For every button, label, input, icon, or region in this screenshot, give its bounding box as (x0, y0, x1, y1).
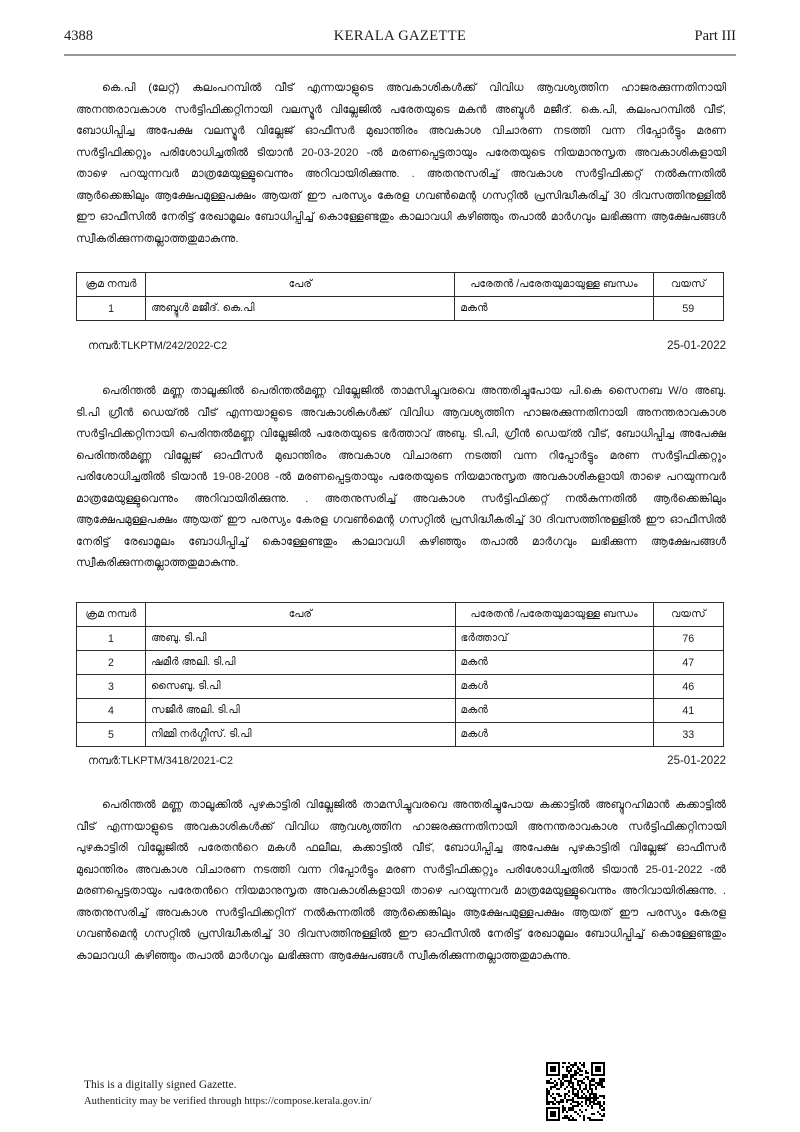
notice-2-reference (88, 755, 726, 768)
cell-age: 33 (653, 723, 723, 747)
page-footer (84, 1078, 372, 1109)
notice-2-body (76, 381, 726, 575)
cell-sl: 1 (77, 627, 146, 651)
part-label: Part III (694, 27, 736, 44)
cell-relation: മകൻ (455, 699, 653, 723)
page-header (64, 24, 736, 48)
notice-3-text: പെരിന്തൽ മണ്ണ താലൂക്കിൽ പുഴകാട്ടിരി വില്ലേജിൽ താമസിച്ചുവരവെ അന്തരിച്ചുപോയ കക്കാട്ടിൽ അബ്ദുറഹിമാൻ കക്കാട്ടിൽ വീട് എന്നയാളുടെ അവകാശികൾക്ക് വിവിധ ആവശ്യത്തിന ഹാജരക്കുന്നതിനായി അനന്തരാവകാശ സർട്ടിഫിക്കറ്റിനായി പുഴകാട്ടിരി വില്ലേജിൽ പരേതൻറെ മകൾ ഫലീല, കക്കാട്ടിൽ വീട്, ബോധിപ്പിച്ച അപേക്ഷ പുഴകാട്ടിരി വില്ലേജ് ഓഫീസർ മുഖാന്തിരം അവകാശ വിചാരണ നടത്തി വന്ന റിപ്പോർട്ടും മരണ സർട്ടിഫിക്കറ്റും പരിശോധിച്ചതിൽ ടിയാൻ 25-01-2022 -ൽ മരണപ്പെട്ടതായും പരേതൻറെ നിയമാനുസൃത അവകാശികളായി താഴെ പറയുന്നവർ മാത്രമേയുള്ളുവെന്നും അറിവായിരിക്കുന്നു. . അതനുസരിച്ച് അവകാശ സർട്ടിഫിക്കറ്റിന് നൽകുന്നതിൽ ആർക്കെങ്കിലും ആക്ഷേപമുള്ളപക്ഷം ആയത് ഈ പരസ്യം കേരള ഗവൺമെന്റ ഗസറ്റിൽ പ്രസിദ്ധീകരിച്ച് 30 ദിവസത്തിനുള്ളിൽ ഈ ഓഫീസിൽ നേരിട്ട് രേഖാമൂലം ബോധിപ്പിച്ച് കൊള്ളേണ്ടതും കാലാവധി കഴിഞ്ഞും തപാൽ മാർഗവും ലഭിക്കുന്ന ആക്ഷേപങ്ങൾ സ്വീകരിക്കുന്നതല്ലാത്തതുമാകുന്നു. (76, 799, 726, 962)
gazette-title: KERALA GAZETTE (333, 27, 467, 44)
cell-sl: 1 (77, 297, 146, 321)
notice-1-table (76, 272, 724, 321)
col-header-name: പേര് (146, 603, 456, 627)
footer-line-2: Authenticity may be verified through https://compose.kerala.gov.in/ (84, 1095, 372, 1107)
table-row (77, 627, 724, 651)
cell-name: സൈബു. ടി.പി (146, 675, 456, 699)
cell-age: 41 (653, 699, 723, 723)
col-header-relation: പരേതൻ /പരേതയുമായുള്ള ബന്ധം (455, 273, 653, 297)
cell-name: അബ്ദുൾ മജീദ്. കെ.പി (146, 297, 455, 321)
qr-code-icon (546, 1062, 605, 1121)
col-header-age: വയസ് (653, 603, 723, 627)
notice-1-body (76, 78, 726, 250)
col-header-sl: ക്രമ നമ്പർ (77, 273, 146, 297)
cell-relation: മകൻ (455, 651, 653, 675)
col-header-name: പേര് (146, 273, 455, 297)
table-row (77, 651, 724, 675)
cell-sl: 5 (77, 723, 146, 747)
cell-name: നിമ്മി നർഗ്ഗീസ്. ടി.പി (146, 723, 456, 747)
table-row (77, 675, 724, 699)
reference-date: 25-01-2022 (667, 340, 726, 352)
notice-3-body (76, 795, 726, 967)
cell-name: ഷമീർ അലി. ടി.പി (146, 651, 456, 675)
table-header-row (77, 603, 724, 627)
col-header-sl: ക്രമ നമ്പർ (77, 603, 146, 627)
notice-1-text: കെ.പി (ലേറ്റ്) കലംപറമ്പിൽ വീട് എന്നയാളുടെ അവകാശികൾക്ക് വിവിധ ആവശ്യത്തിന ഹാജരക്കുന്നതിനായി അനന്തരാവകാശ സർട്ടിഫിക്കറ്റിനായി വലസ്മൂർ വില്ലേജിൽ പരേതയുടെ മകൻ അബ്ദുൾ മജീദ്. കെ.പി, കലംപറമ്പിൽ വീട്, ബോധിപ്പിച്ച അപേക്ഷ വലസ്മൂർ വില്ലേജ് ഓഫീസർ മുഖാന്തിരം അവകാശ വിചാരണ നടത്തി വന്ന റിപ്പോർട്ടും മരണ സർട്ടിഫിക്കറ്റും പരിശോധിച്ചതിൽ ടിയാൻ 20-03-2020 -ൽ മരണപ്പെട്ടതായും പരേതയുടെ നിയമാനുസൃത അവകാശികളായി താഴെ പറയുന്നവർ മാത്രമേയുള്ളുവെന്നും അറിവായിരിക്കുന്നു. . അതനുസരിച്ച് അവകാശ സർട്ടിഫിക്കറ്റ് നൽകുന്നതിൽ ആർക്കെങ്കിലും ആക്ഷേപമുള്ളപക്ഷം ആയത് ഈ പരസ്യം കേരള ഗവൺമെന്റ ഗസറ്റിൽ പ്രസിദ്ധീകരിച്ച് 30 ദിവസത്തിനുള്ളിൽ ഈ ഓഫീസിൽ നേരിട്ട് രേഖാമൂലം ബോധിപ്പിച്ച് കൊള്ളേണ്ടതും കാലാവധി കഴിഞ്ഞും തപാൽ മാർഗവും ലഭിക്കുന്ന ആക്ഷേപങ്ങൾ സ്വീകരിക്കുന്നതല്ലാത്തതുമാകുന്നു. (76, 82, 726, 245)
reference-number: നമ്പർ:TLKPTM/3418/2021-C2 (88, 755, 233, 767)
table-header-row (77, 273, 724, 297)
col-header-age: വയസ് (653, 273, 723, 297)
cell-sl: 3 (77, 675, 146, 699)
cell-sl: 2 (77, 651, 146, 675)
reference-number: നമ്പർ:TLKPTM/242/2022-C2 (88, 340, 227, 352)
col-header-relation: പരേതൻ /പരേതയുമായുള്ള ബന്ധം (455, 603, 653, 627)
cell-relation: മകൾ (455, 675, 653, 699)
notice-2-table (76, 602, 724, 747)
cell-relation: മകൻ (455, 297, 653, 321)
cell-name: അബു. ടി.പി (146, 627, 456, 651)
table-row (77, 699, 724, 723)
cell-relation: ഭർത്താവ് (455, 627, 653, 651)
table-row (77, 723, 724, 747)
notice-1-reference (88, 340, 726, 353)
footer-line-1: This is a digitally signed Gazette. (84, 1079, 237, 1091)
cell-age: 46 (653, 675, 723, 699)
cell-age: 47 (653, 651, 723, 675)
cell-sl: 4 (77, 699, 146, 723)
reference-date: 25-01-2022 (667, 755, 726, 767)
cell-age: 59 (653, 297, 723, 321)
notice-2-text: പെരിന്തൽ മണ്ണ താലൂക്കിൽ പെരിന്തൽമണ്ണ വില്ലേജിൽ താമസിച്ചുവരവെ അന്തരിച്ചുപോയ പി.കെ സൈനബ W/o അബു. ടി.പി ഗ്രീൻ ഡെയ്ൽ വീട് എന്നയാളുടെ അവകാശികൾക്ക് വിവിധ ആവശ്യത്തിന ഹാജരക്കുന്നതിനായി അനന്തരാവകാശ സർട്ടിഫിക്കറ്റിനായി പെരിന്തൽമണ്ണ വില്ലേജിൽ പരേതയുടെ ഭർത്താവ് അബു. ടി.പി, ഗ്രീൻ ഡെയ്ൽ വീട്, ബോധിപ്പിച്ച അപേക്ഷ പെരിന്തൽമണ്ണ വില്ലേജ് ഓഫീസർ മുഖാന്തിരം അവകാശ വിചാരണ നടത്തി വന്ന റിപ്പോർട്ടും മരണ സർട്ടിഫിക്കറ്റും പരിശോധിച്ചതിൽ ടിയാൻ 19-08-2008 -ൽ മരണപ്പെട്ടതായും പരേതയുടെ നിയമാനുസൃത അവകാശികളായി താഴെ പറയുന്നവർ മാത്രമേയുള്ളുവെന്നും അറിവായിരിക്കുന്നു. . അതനുസരിച്ച് അവകാശ സർട്ടിഫിക്കറ്റ് നൽകുന്നതിൽ ആർക്കെങ്കിലും ആക്ഷേപമുള്ളപക്ഷം ആയത് ഈ പരസ്യം കേരള ഗവൺമെന്റ ഗസറ്റിൽ പ്രസിദ്ധീകരിച്ച് 30 ദിവസത്തിനുള്ളിൽ ഈ ഓഫീസിൽ നേരിട്ട് രേഖാമൂലം ബോധിപ്പിച്ച് കൊള്ളേണ്ടതും കാലാവധി കഴിഞ്ഞും തപാൽ മാർഗവും ലഭിക്കുന്ന ആക്ഷേപങ്ങൾ സ്വീകരിക്കുന്നതല്ലാത്തതുമാകുന്നു. (76, 385, 726, 569)
page-number: 4388 (64, 27, 93, 44)
cell-age: 76 (653, 627, 723, 651)
cell-name: സജീർ അലി. ടി.പി (146, 699, 456, 723)
header-divider (64, 54, 736, 56)
cell-relation: മകൾ (455, 723, 653, 747)
table-row (77, 297, 724, 321)
